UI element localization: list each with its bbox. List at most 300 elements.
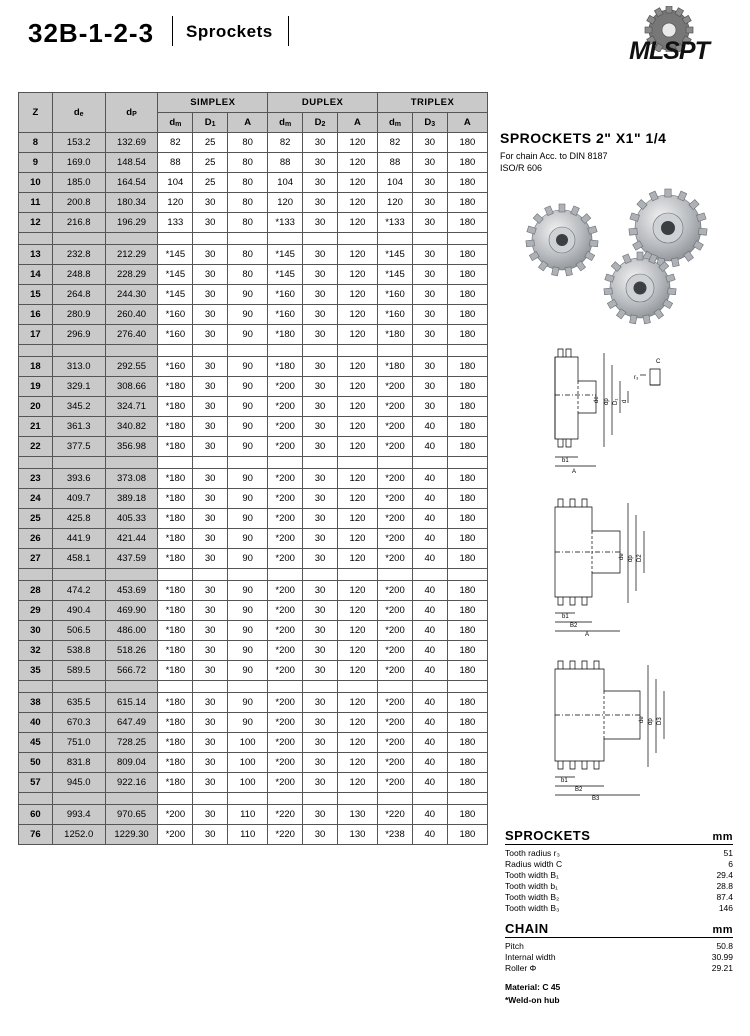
cell-value: 120 <box>337 173 377 193</box>
cell-value: *180 <box>158 549 193 569</box>
cell-value: 90 <box>228 357 268 377</box>
cell-de: 831.8 <box>52 753 105 773</box>
cell-value: *200 <box>268 489 303 509</box>
cell-value: 40 <box>412 641 447 661</box>
table-row <box>19 509 488 529</box>
cell-z: 38 <box>19 693 53 713</box>
col-a-duplex: A <box>337 113 377 133</box>
note-weld: *Weld-on hub <box>505 994 560 1005</box>
label-B2: B2 <box>570 623 578 629</box>
cell-z: 29 <box>19 601 53 621</box>
cell-de: 216.8 <box>52 213 105 233</box>
cell-value: 80 <box>228 193 268 213</box>
cell-value: *220 <box>268 805 303 825</box>
cell-value: 30 <box>303 213 338 233</box>
cell-value: 180 <box>447 641 487 661</box>
cell-z: 32 <box>19 641 53 661</box>
cell-value: *180 <box>378 325 413 345</box>
cell-value: 30 <box>303 733 338 753</box>
cell-value: *200 <box>378 529 413 549</box>
cell-z: 19 <box>19 377 53 397</box>
cell-value: *200 <box>268 417 303 437</box>
cell-value: 120 <box>337 357 377 377</box>
cell-value: 30 <box>303 773 338 793</box>
cell-value: 30 <box>303 641 338 661</box>
cell-z: 20 <box>19 397 53 417</box>
table-row <box>19 581 488 601</box>
table-row <box>19 213 488 233</box>
cell-value: *160 <box>158 357 193 377</box>
cell-de: 393.6 <box>52 469 105 489</box>
cell-dp: 566.72 <box>105 661 158 681</box>
cell-value: 30 <box>193 661 228 681</box>
cell-z: 14 <box>19 265 53 285</box>
cell-value: 30 <box>193 305 228 325</box>
spec-chain-row <box>505 951 733 962</box>
cell-dp: 228.29 <box>105 265 158 285</box>
spec-chain-table <box>505 940 733 973</box>
col-dp: dP <box>105 93 158 133</box>
cell-dp: 212.29 <box>105 245 158 265</box>
cell-value: 90 <box>228 377 268 397</box>
cell-value: 104 <box>158 173 193 193</box>
cell-value: *200 <box>378 397 413 417</box>
col-d3: D3 <box>412 113 447 133</box>
cell-value: 133 <box>158 213 193 233</box>
cell-z: 13 <box>19 245 53 265</box>
cell-value: *180 <box>158 489 193 509</box>
cell-value: 30 <box>303 805 338 825</box>
cell-value: 30 <box>303 325 338 345</box>
spec-sprocket-value: 6 <box>728 858 733 869</box>
cell-value: 30 <box>303 133 338 153</box>
spec-chain-row <box>505 940 733 951</box>
cell-value: *200 <box>378 581 413 601</box>
cell-value: 30 <box>303 357 338 377</box>
table-row <box>19 601 488 621</box>
cell-de: 506.5 <box>52 621 105 641</box>
spec-chain-value: 50.8 <box>716 940 733 951</box>
cell-z: 21 <box>19 417 53 437</box>
cell-value: 30 <box>303 173 338 193</box>
cell-value: 40 <box>412 621 447 641</box>
label-B2-3: B2 <box>575 787 583 793</box>
cell-value: 30 <box>303 417 338 437</box>
cell-value: 40 <box>412 549 447 569</box>
right-panel-line1: For chain Acc. to DIN 8187 <box>500 151 608 161</box>
spec-sprocket-label: Tooth width b₁ <box>505 880 558 891</box>
cell-dp: 276.40 <box>105 325 158 345</box>
group-spacer-row <box>19 345 488 357</box>
cell-value: *200 <box>268 549 303 569</box>
col-d1: D1 <box>193 113 228 133</box>
cell-value: 120 <box>337 377 377 397</box>
cell-value: 180 <box>447 581 487 601</box>
cell-value: *145 <box>378 245 413 265</box>
cell-value: 180 <box>447 469 487 489</box>
cell-value: *200 <box>378 661 413 681</box>
label-dp-2: dp <box>628 555 634 562</box>
cell-value: 120 <box>337 437 377 457</box>
right-panel-line2: ISO/R 606 <box>500 163 543 174</box>
label-B3: B3 <box>592 796 600 802</box>
cell-z: 45 <box>19 733 53 753</box>
cell-z: 18 <box>19 357 53 377</box>
cell-value: 180 <box>447 489 487 509</box>
cell-dp: 324.71 <box>105 397 158 417</box>
group-simplex: SIMPLEX <box>158 93 268 113</box>
table-row <box>19 437 488 457</box>
cell-z: 22 <box>19 437 53 457</box>
cell-dp: 405.33 <box>105 509 158 529</box>
logo-text: MLSPT <box>629 37 709 65</box>
cell-dp: 518.26 <box>105 641 158 661</box>
cell-dp: 260.40 <box>105 305 158 325</box>
cell-value: *200 <box>268 773 303 793</box>
label-dp: dp <box>604 398 610 405</box>
spec-sprockets-title: SPROCKETS <box>505 828 591 843</box>
table-row <box>19 661 488 681</box>
cell-value: *160 <box>158 325 193 345</box>
label-A: A <box>572 469 577 475</box>
cell-de: 280.9 <box>52 305 105 325</box>
cell-de: 200.8 <box>52 193 105 213</box>
cell-value: 180 <box>447 437 487 457</box>
cell-value: 30 <box>412 133 447 153</box>
cell-z: 16 <box>19 305 53 325</box>
cell-dp: 356.98 <box>105 437 158 457</box>
note-material: Material: C 45 <box>505 982 561 992</box>
cell-value: 120 <box>158 193 193 213</box>
cell-value: 30 <box>303 601 338 621</box>
cell-value: *180 <box>158 581 193 601</box>
cell-value: 25 <box>193 173 228 193</box>
spec-sprocket-value: 51 <box>723 847 733 858</box>
cell-z: 25 <box>19 509 53 529</box>
cell-value: 120 <box>337 153 377 173</box>
cell-value: 100 <box>228 753 268 773</box>
spec-sprocket-row <box>505 880 733 891</box>
cell-de: 185.0 <box>52 173 105 193</box>
cell-value: 30 <box>303 509 338 529</box>
cell-de: 945.0 <box>52 773 105 793</box>
group-spacer-row <box>19 457 488 469</box>
sprocket-photo <box>500 180 736 330</box>
cell-value: 30 <box>193 621 228 641</box>
table-row <box>19 713 488 733</box>
right-panel-text <box>500 130 736 174</box>
cell-value: 82 <box>378 133 413 153</box>
cell-value: 30 <box>303 753 338 773</box>
cell-value: 40 <box>412 601 447 621</box>
cell-value: 82 <box>158 133 193 153</box>
cell-value: 40 <box>412 437 447 457</box>
cell-value: 40 <box>412 805 447 825</box>
cell-value: *133 <box>378 213 413 233</box>
cell-value: 180 <box>447 305 487 325</box>
cell-z: 17 <box>19 325 53 345</box>
cell-value: 120 <box>268 193 303 213</box>
cell-value: 180 <box>447 417 487 437</box>
cell-value: 90 <box>228 437 268 457</box>
cell-dp: 809.04 <box>105 753 158 773</box>
cell-value: 120 <box>337 245 377 265</box>
cell-value: 180 <box>447 357 487 377</box>
table-row <box>19 285 488 305</box>
spec-sprockets-table <box>505 847 733 913</box>
spec-sprockets-unit: mm <box>712 831 733 843</box>
diagram-simplex-section <box>555 349 660 466</box>
label-d3: D3 <box>657 717 663 725</box>
cell-value: 30 <box>412 305 447 325</box>
header-divider-1 <box>172 16 173 46</box>
cell-value: 80 <box>228 133 268 153</box>
cell-dp: 148.54 <box>105 153 158 173</box>
cell-value: 110 <box>228 805 268 825</box>
cell-value: 30 <box>193 549 228 569</box>
cell-z: 24 <box>19 489 53 509</box>
cell-value: 90 <box>228 325 268 345</box>
cell-value: 30 <box>412 213 447 233</box>
cell-de: 345.2 <box>52 397 105 417</box>
cell-value: 180 <box>447 825 487 845</box>
cell-value: *238 <box>378 825 413 845</box>
cell-value: 30 <box>193 397 228 417</box>
cell-dp: 437.59 <box>105 549 158 569</box>
cell-dp: 615.14 <box>105 693 158 713</box>
cell-value: 30 <box>303 581 338 601</box>
cell-value: 120 <box>337 417 377 437</box>
cell-value: 30 <box>303 469 338 489</box>
group-spacer-row <box>19 233 488 245</box>
spec-chain-row <box>505 962 733 973</box>
cell-value: *160 <box>378 305 413 325</box>
cell-value: 90 <box>228 549 268 569</box>
cell-value: 120 <box>337 469 377 489</box>
cell-value: 30 <box>193 509 228 529</box>
cell-value: *180 <box>158 733 193 753</box>
cell-value: 30 <box>193 601 228 621</box>
cell-value: 180 <box>447 265 487 285</box>
cell-value: 120 <box>337 549 377 569</box>
cell-value: 120 <box>337 713 377 733</box>
cell-value: 88 <box>378 153 413 173</box>
spec-chain-header <box>505 921 733 938</box>
label-r3: r₃ <box>634 375 639 381</box>
cell-value: 90 <box>228 417 268 437</box>
cell-value: 30 <box>303 397 338 417</box>
cell-value: *180 <box>158 641 193 661</box>
cell-value: 130 <box>337 805 377 825</box>
cell-value: 180 <box>447 173 487 193</box>
cell-value: *200 <box>378 773 413 793</box>
cell-value: 120 <box>337 213 377 233</box>
cell-value: 25 <box>193 153 228 173</box>
cell-value: 40 <box>412 509 447 529</box>
col-de: de <box>52 93 105 133</box>
cell-dp: 132.69 <box>105 133 158 153</box>
cell-value: *200 <box>268 529 303 549</box>
cell-value: 120 <box>337 133 377 153</box>
cell-de: 409.7 <box>52 489 105 509</box>
cell-value: 120 <box>337 325 377 345</box>
cell-value: *145 <box>378 265 413 285</box>
cell-value: *200 <box>268 661 303 681</box>
spec-sprocket-row <box>505 847 733 858</box>
cell-dp: 469.90 <box>105 601 158 621</box>
cell-value: *200 <box>378 753 413 773</box>
table-row <box>19 153 488 173</box>
cell-value: 120 <box>378 193 413 213</box>
table-row <box>19 265 488 285</box>
cell-value: 90 <box>228 641 268 661</box>
cell-z: 12 <box>19 213 53 233</box>
label-d1: D₁ <box>613 398 619 405</box>
table-row <box>19 377 488 397</box>
cell-dp: 340.82 <box>105 417 158 437</box>
cell-z: 40 <box>19 713 53 733</box>
cell-value: 30 <box>193 377 228 397</box>
cell-value: 40 <box>412 581 447 601</box>
cell-value: 30 <box>303 377 338 397</box>
cell-value: 180 <box>447 661 487 681</box>
label-A-2: A <box>585 632 590 638</box>
cell-value: *200 <box>268 733 303 753</box>
cell-value: *200 <box>378 693 413 713</box>
cell-dp: 373.08 <box>105 469 158 489</box>
cell-value: 30 <box>412 173 447 193</box>
cell-de: 751.0 <box>52 733 105 753</box>
cell-value: 30 <box>303 265 338 285</box>
cell-value: 130 <box>337 825 377 845</box>
table-row <box>19 693 488 713</box>
cell-value: *180 <box>158 397 193 417</box>
cell-value: 30 <box>412 153 447 173</box>
spec-chain-title: CHAIN <box>505 921 549 936</box>
cell-value: 80 <box>228 265 268 285</box>
table-row <box>19 133 488 153</box>
spec-chain-label: Pitch <box>505 940 524 951</box>
cell-value: *200 <box>378 377 413 397</box>
cell-value: 180 <box>447 753 487 773</box>
cell-value: 30 <box>303 193 338 213</box>
cell-value: 30 <box>193 581 228 601</box>
cell-value: *160 <box>268 285 303 305</box>
sprocket-duplex <box>604 252 676 324</box>
cell-dp: 180.34 <box>105 193 158 213</box>
cell-value: 30 <box>303 549 338 569</box>
cell-value: 30 <box>303 305 338 325</box>
cell-value: *180 <box>378 357 413 377</box>
cell-value: 180 <box>447 733 487 753</box>
cell-value: 180 <box>447 397 487 417</box>
cell-value: *180 <box>158 469 193 489</box>
cell-de: 589.5 <box>52 661 105 681</box>
cell-de: 458.1 <box>52 549 105 569</box>
spec-sprocket-row <box>505 902 733 913</box>
cell-z: 27 <box>19 549 53 569</box>
cell-dp: 647.49 <box>105 713 158 733</box>
table-row <box>19 245 488 265</box>
cell-value: 30 <box>412 357 447 377</box>
cell-value: 90 <box>228 285 268 305</box>
cell-z: 76 <box>19 825 53 845</box>
cell-value: 80 <box>228 245 268 265</box>
cell-value: 30 <box>303 661 338 681</box>
cell-value: 40 <box>412 661 447 681</box>
cell-value: *145 <box>158 245 193 265</box>
table-row <box>19 805 488 825</box>
cell-value: 80 <box>228 173 268 193</box>
cell-value: *133 <box>268 213 303 233</box>
cell-z: 23 <box>19 469 53 489</box>
cell-value: 30 <box>193 733 228 753</box>
cell-value: 30 <box>193 713 228 733</box>
cell-dp: 486.00 <box>105 621 158 641</box>
cell-value: *160 <box>378 285 413 305</box>
company-logo <box>604 6 734 70</box>
cell-value: *200 <box>268 437 303 457</box>
cell-z: 30 <box>19 621 53 641</box>
cell-value: 30 <box>193 693 228 713</box>
cell-value: *200 <box>378 489 413 509</box>
cell-de: 993.4 <box>52 805 105 825</box>
spec-chain-value: 30.99 <box>711 951 733 962</box>
cell-value: 30 <box>303 825 338 845</box>
cell-value: 120 <box>337 581 377 601</box>
spec-sprocket-label: Tooth radius r₃ <box>505 847 560 858</box>
cell-value: 90 <box>228 305 268 325</box>
cell-value: 90 <box>228 601 268 621</box>
cell-value: *200 <box>268 397 303 417</box>
cell-value: *145 <box>158 285 193 305</box>
cell-dp: 453.69 <box>105 581 158 601</box>
cell-z: 10 <box>19 173 53 193</box>
cell-de: 425.8 <box>52 509 105 529</box>
page-header <box>0 0 750 72</box>
cell-value: 180 <box>447 133 487 153</box>
cell-value: 180 <box>447 325 487 345</box>
col-d2: D2 <box>303 113 338 133</box>
cell-value: *145 <box>268 265 303 285</box>
cell-dp: 728.25 <box>105 733 158 753</box>
cell-dp: 1229.30 <box>105 825 158 845</box>
cell-value: *200 <box>378 713 413 733</box>
cell-value: *180 <box>158 377 193 397</box>
spec-sprockets-header <box>505 828 733 845</box>
cell-value: 100 <box>228 773 268 793</box>
right-panel-title: SPROCKETS 2" X1" 1/4 <box>500 130 667 146</box>
cell-z: 8 <box>19 133 53 153</box>
label-b1: b1 <box>562 458 569 464</box>
cell-value: 180 <box>447 713 487 733</box>
spec-sprocket-value: 28.8 <box>716 880 733 891</box>
cell-value: 30 <box>193 469 228 489</box>
table-row <box>19 193 488 213</box>
spec-sprocket-row <box>505 891 733 902</box>
table-row <box>19 641 488 661</box>
cell-value: 30 <box>303 621 338 641</box>
col-dm-duplex: dm <box>268 113 303 133</box>
cell-value: 120 <box>337 489 377 509</box>
cell-value: 30 <box>193 753 228 773</box>
cell-value: 90 <box>228 529 268 549</box>
col-dm-triplex: dm <box>378 113 413 133</box>
cell-z: 26 <box>19 529 53 549</box>
cell-value: 40 <box>412 825 447 845</box>
spec-sprocket-value: 87.4 <box>716 891 733 902</box>
cell-value: *200 <box>158 805 193 825</box>
